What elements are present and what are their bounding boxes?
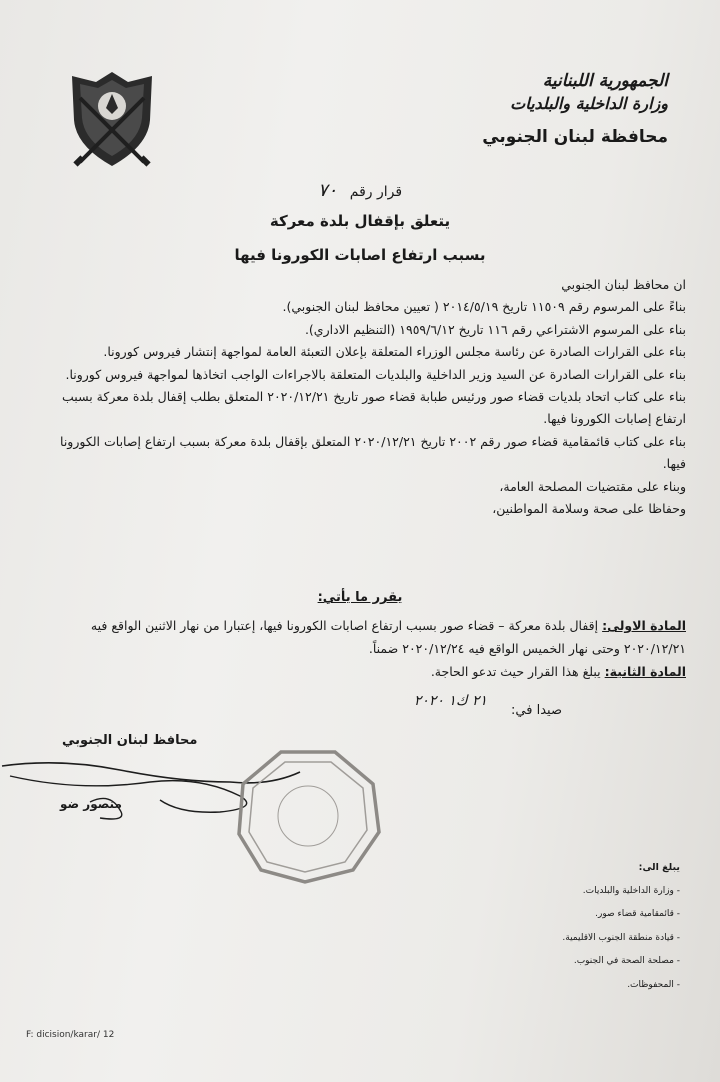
distribution-item: - قائمقامية قضاء صور. xyxy=(595,909,680,919)
preamble-line: بناء على كتاب اتحاد بلديات قضاء صور ورئيس طبابة قضاء صور تاريخ ٢٠٢٠/١٢/٢١ المتعلق بطلب إقفال بلدة معركة بسبب ارتفاع إصابات الكورونا فيها. xyxy=(62,389,686,427)
article-2-label: المادة الثانية: xyxy=(604,664,686,679)
decision-number-label: قرار رقم xyxy=(349,184,403,200)
official-stamp-icon xyxy=(233,748,383,884)
article-2 xyxy=(34,660,686,683)
distribution-list xyxy=(490,856,680,997)
article-2-text: يبلغ هذا القرار حيث تدعو الحاجة. xyxy=(430,664,601,679)
handwritten-date: ٢١ ك١ ٢٠٢٠ xyxy=(413,693,487,709)
preamble-line: بناءً على المرسوم رقم ١١٥٠٩ تاريخ ٢٠١٤/٥/١٩ ( تعيين محافظ لبنان الجنوبي). xyxy=(282,299,686,315)
distribution-item: - وزارة الداخلية والبلديات. xyxy=(582,885,680,896)
file-reference: F: dicision/karar/ 12 xyxy=(26,1030,115,1040)
preamble-line: بناء على القرارات الصادرة عن السيد وزير الداخلية والبلديات المتعلقة بالاجراءات الواجب اتخاذها لمواجهة فيروس كورونا. xyxy=(65,366,686,382)
preamble-line: بناء على كتاب قائمقامية قضاء صور رقم ٢٠٠٢ تاريخ ٢٠٢٠/١٢/٢١ المتعلق بإقفال بلدة معركة بسبب ارتفاع إصابات الكورونا فيها. xyxy=(60,433,686,472)
letterhead-governorate: محافظة لبنان الجنوبي xyxy=(482,127,668,147)
article-1-label: المادة الاولى: xyxy=(602,618,686,633)
preamble-line: وبناء على مقتضيات المصلحة العامة، xyxy=(499,478,686,494)
decides-heading: يقرر ما يأتي: xyxy=(317,590,403,605)
letterhead-ministry: وزارة الداخلية والبلديات xyxy=(510,94,668,113)
distribution-heading: يبلغ الى: xyxy=(638,862,680,873)
decision-articles xyxy=(34,614,686,683)
distribution-item: - قيادة منطقة الجنوب الاقليمية. xyxy=(562,932,680,943)
distribution-item: - مصلحة الصحة في الجنوب. xyxy=(573,956,680,966)
decision-reason: بسبب ارتفاع اصابات الكورونا فيها xyxy=(234,246,486,264)
decision-subject: يتعلق بإقفال بلدة معركة xyxy=(269,212,451,230)
article-1 xyxy=(34,614,686,660)
distribution-item: - المحفوظات. xyxy=(627,979,680,990)
decision-preamble xyxy=(34,274,686,520)
preamble-line: وحفاظا على صحة وسلامة المواطنين، xyxy=(492,501,686,517)
letterhead-republic: الجمهورية اللبنانية xyxy=(542,71,668,91)
preamble-line: ان محافظ لبنان الجنوبي xyxy=(561,277,686,292)
article-1-text: إقفال بلدة معركة – قضاء صور بسبب ارتفاع اصابات الكورونا فيها، إعتبارا من نهار الاثنين الواقع فيه ٢٠٢٠/١٢/٢١ وحتى نهار الخميس الواقع فيه ٢٠٢٠/١٢/٢٤ ضمناً. xyxy=(90,618,686,656)
decision-number-value: ٧٠ xyxy=(317,180,338,201)
governorate-emblem-icon xyxy=(66,68,158,174)
signatory-name: منصور ضو xyxy=(60,797,122,811)
place-label: صيدا في: xyxy=(511,703,562,718)
decision-number xyxy=(0,180,720,201)
preamble-line: بناء على المرسوم الاشتراعي رقم ١١٦ تاريخ ١٩٥٩/٦/١٢ (التنظيم الاداري). xyxy=(304,321,686,337)
signatory-title: محافظ لبنان الجنوبي xyxy=(62,733,198,748)
preamble-line: بناء على القرارات الصادرة عن رئاسة مجلس الوزراء المتعلقة بإعلان التعبئة العامة لمواجهة إنتشار فيروس كورونا. xyxy=(103,344,686,360)
letterhead xyxy=(428,70,668,154)
